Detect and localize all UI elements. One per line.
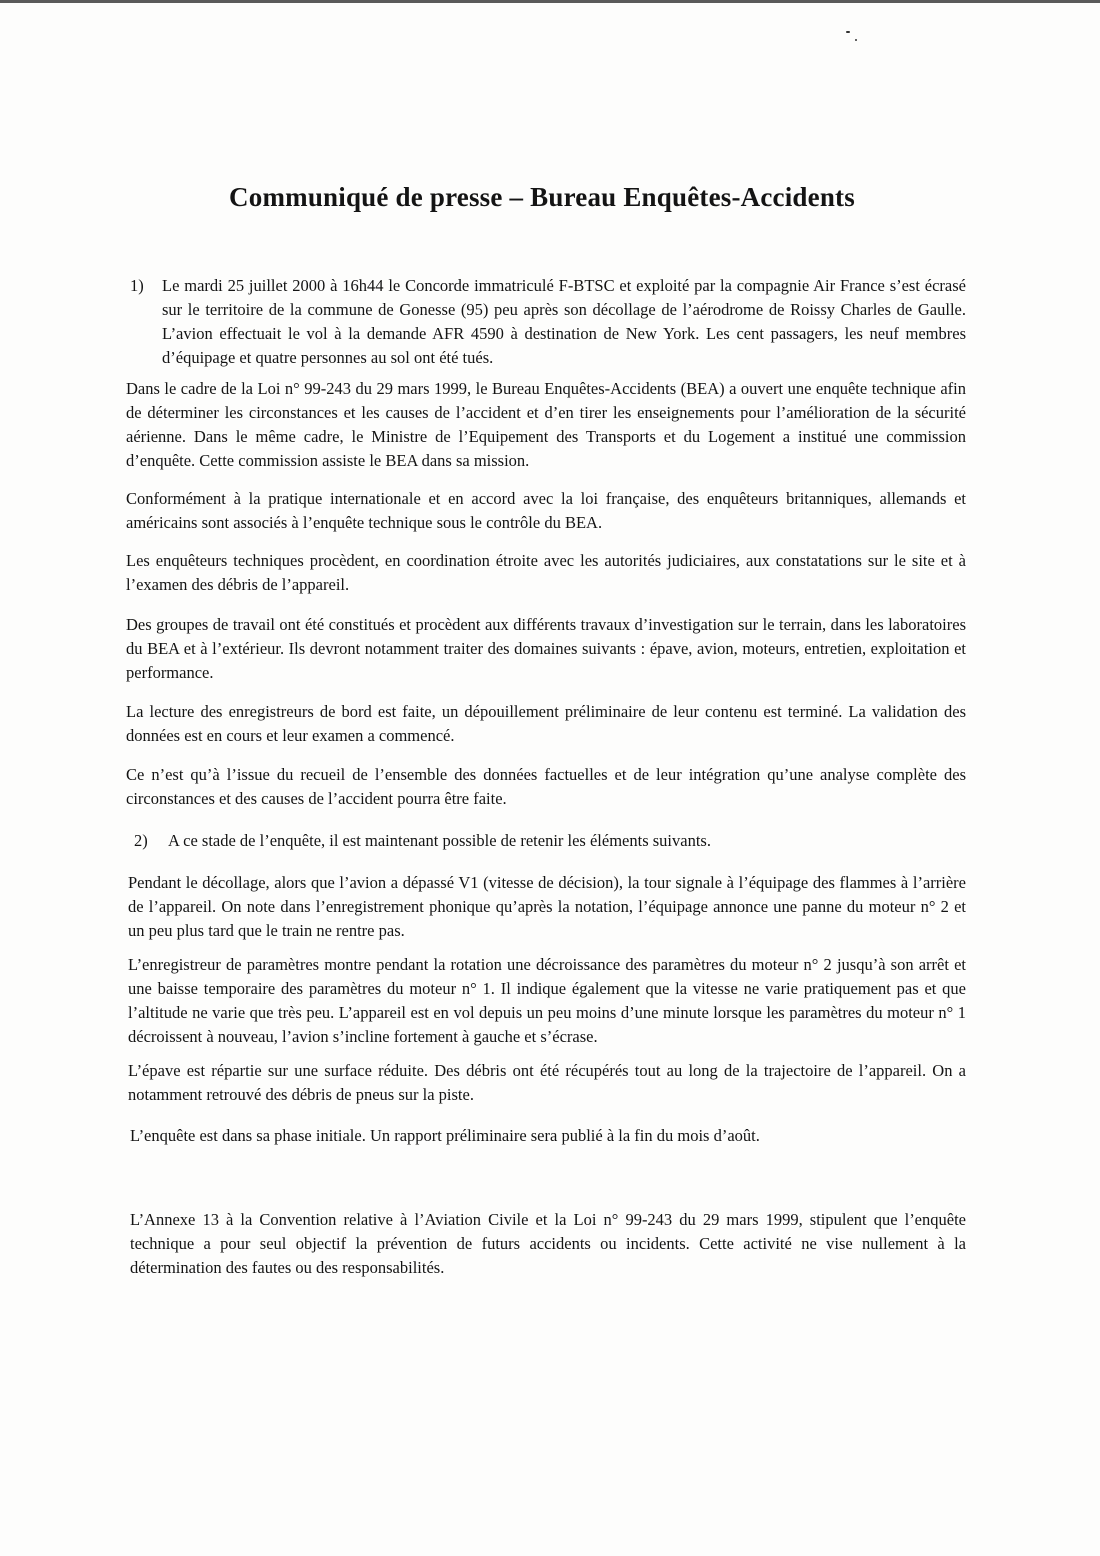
paragraph-decollage: Pendant le décollage, alors que l’avion a dépassé V1 (vitesse de décision), la tour signale à l’équipage des flammes à l’arrière de l’appareil. On note dans l’enregistrement phonique qu’après la notation, l’équipage annonce une panne du moteur n° 2 et un peu plus tard que le train ne rentre pas. (128, 873, 966, 940)
item-number: 2) (134, 831, 148, 850)
paragraph-international: Conformément à la pratique internationale et en accord avec la loi française, des enquêteurs britanniques, allemands et américains sont associés à l’enquête technique sous le contrôle du BEA. (126, 489, 966, 532)
paragraph-phase-initiale: L’enquête est dans sa phase initiale. Un rapport préliminaire sera publié à la fin du mois d’août. (130, 1126, 760, 1145)
scan-speck (846, 31, 850, 33)
scan-speck (855, 39, 857, 41)
paragraph-groupes-travail: Des groupes de travail ont été constitués et procèdent aux différents travaux d’investigation sur le terrain, dans les laboratoires du BEA et à l’extérieur. Ils devront notamment traiter des domaines suivants : épave, avion, moteurs, entretien, exploitation et performance. (126, 615, 966, 682)
paragraph-parametres: L’enregistreur de paramètres montre pendant la rotation une décroissance des paramètres du moteur n° 2 jusqu’à son arrêt et une baisse temporaire des paramètres du moteur n° 1. Il indique également que la vitesse ne varie pratiquement pas et que l’altitude ne varie que très peu. L’appareil est en vol depuis un peu moins d’une minute lorsque les paramètres du moteur n° 1 décroissent à nouveau, l’avion s’incline fortement à gauche et s’écrase. (128, 955, 966, 1046)
item-number: 1) (130, 276, 144, 295)
item-1-text: Le mardi 25 juillet 2000 à 16h44 le Concorde immatriculé F-BTSC et exploité par la compagnie Air France s’est écrasé sur le territoire de la commune de Gonesse (95) peu après son décollage de l’aérodrome de Roissy Charles de Gaulle. L’avion effectuait le vol à la demande AFR 4590 à destination de New York. Les cent passagers, les neuf membres d’équipage et quatre personnes au sol ont été tués. (162, 276, 966, 367)
closing-note: L’Annexe 13 à la Convention relative à l’Aviation Civile et la Loi n° 99-243 du 29 mars 1999, stipulent que l’enquête technique a pour seul objectif la prévention de futurs accidents ou incidents. Cette activité ne vise nullement à la détermination des fautes ou des responsabilités. (130, 1210, 966, 1277)
page-title: Communiqué de presse – Bureau Enquêtes-Accidents (229, 182, 855, 212)
paragraph-analyse: Ce n’est qu’à l’issue du recueil de l’ensemble des données factuelles et de leur intégration qu’une analyse complète des circonstances et des causes de l’accident pourra être faite. (126, 765, 966, 808)
paragraph-loi-bea: Dans le cadre de la Loi n° 99-243 du 29 mars 1999, le Bureau Enquêtes-Accidents (BEA) a ouvert une enquête technique afin de déterminer les circonstances et les causes de l’accident et d’en tirer les enseignements pour l’amélioration de la sécurité aérienne. Dans le même cadre, le Ministre de l’Equipement des Transports et du Logement a institué une commission d’enquête. Cette commission assiste le BEA dans sa mission. (126, 379, 966, 470)
scan-top-edge (0, 0, 1100, 3)
paragraph-epave: L’épave est répartie sur une surface réduite. Des débris ont été récupérés tout au long de la trajectoire de l’appareil. On a notamment retrouvé des débris de pneus sur la piste. (128, 1061, 966, 1104)
paragraph-enregistreurs: La lecture des enregistreurs de bord est faite, un dépouillement préliminaire de leur contenu est terminé. La validation des données est en cours et leur examen a commencé. (126, 702, 966, 745)
paragraph-enqueteurs: Les enquêteurs techniques procèdent, en coordination étroite avec les autorités judiciaires, aux constatations sur le site et à l’examen des débris de l’appareil. (126, 551, 966, 594)
item-2-text: A ce stade de l’enquête, il est maintenant possible de retenir les éléments suivants. (168, 831, 711, 850)
